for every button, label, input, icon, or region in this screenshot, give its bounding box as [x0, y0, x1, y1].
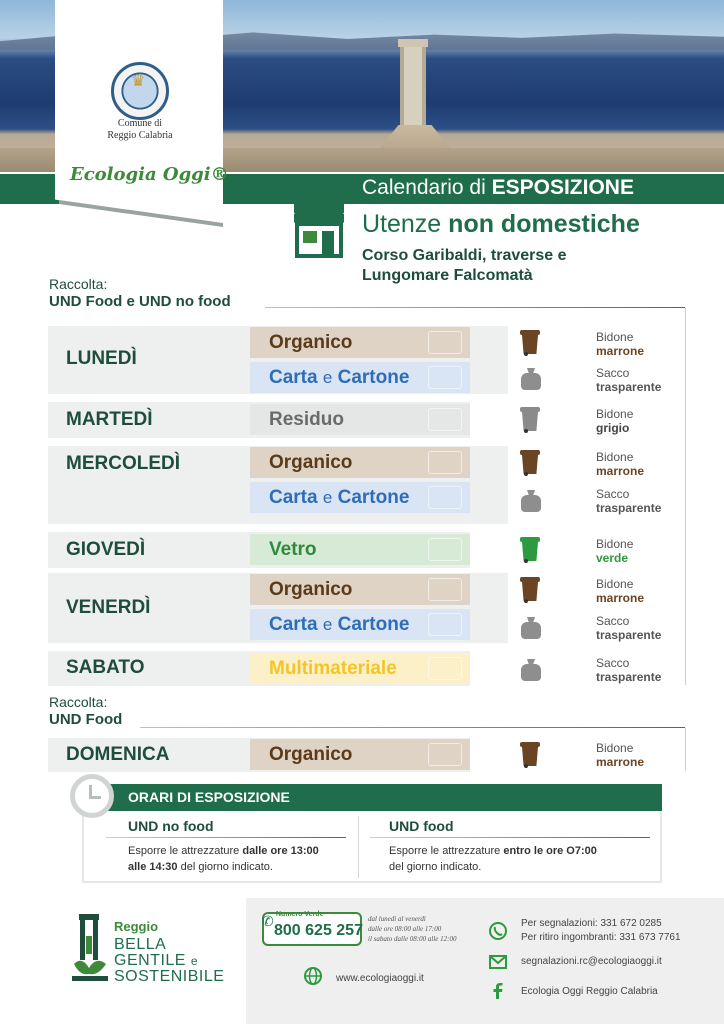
- comune-label: Comune di Reggio Calabria: [107, 118, 173, 141]
- material-organico: Organico: [250, 447, 470, 478]
- reggio-slogan: GENTILE e: [114, 952, 199, 969]
- numero-verde-number[interactable]: 800 625 257: [274, 922, 363, 939]
- material-carta-cartone: Carta e Cartone: [250, 609, 470, 640]
- container-label: Bidone marrone: [596, 741, 645, 769]
- day-label: DOMENICA: [66, 744, 170, 765]
- material-organico: Organico: [250, 327, 470, 358]
- website-link[interactable]: www.ecologiaoggi.it: [336, 973, 424, 984]
- utenze-title: Utenze non domestiche: [362, 210, 640, 238]
- orari-underline: [370, 837, 650, 838]
- sack-icon: [521, 617, 541, 639]
- numero-verde-label: Numero Verde: [276, 911, 324, 918]
- email-icon: [488, 952, 508, 972]
- brown-bin-icon: [521, 577, 539, 603]
- section-divider: [265, 307, 685, 308]
- sack-icon: [521, 659, 541, 681]
- day-label: SABATO: [66, 657, 145, 678]
- container-label: Bidone marrone: [596, 577, 645, 605]
- reggio-monument-icon: [70, 912, 110, 984]
- container-label: Sacco trasparente: [596, 614, 662, 642]
- whatsapp-icon: [488, 921, 508, 941]
- day-label: LUNEDÌ: [66, 348, 137, 369]
- ecologia-oggi-logo: Ecologia Oggi®: [70, 164, 229, 185]
- brown-bin-icon: [521, 742, 539, 768]
- segnalazioni-phone[interactable]: Per segnalazioni: 331 672 0285: [521, 918, 662, 929]
- container-label: Sacco trasparente: [596, 366, 662, 394]
- grey-bin-icon: [521, 407, 539, 433]
- band-title: Calendario di ESPOSIZIONE: [362, 176, 634, 199]
- shop-icon: [290, 198, 348, 260]
- material-organico: Organico: [250, 739, 470, 770]
- container-label: Bidone grigio: [596, 407, 634, 435]
- table-edge: [685, 308, 686, 685]
- container-label: Sacco trasparente: [596, 656, 662, 684]
- sack-icon: [521, 490, 541, 512]
- section-heading: Raccolta: UND Food e UND no food: [49, 276, 231, 310]
- orari-head-no-food: UND no food: [128, 818, 214, 834]
- reggio-label: Reggio: [114, 919, 159, 934]
- reggio-slogan: SOSTENIBILE: [114, 968, 225, 985]
- orari-text-food: Esporre le attrezzature entro le ore O7:00 del giorno indicato.: [389, 845, 597, 873]
- material-organico: Organico: [250, 574, 470, 605]
- orari-head-food: UND food: [389, 818, 454, 834]
- reggio-slogan: BELLA: [114, 936, 167, 953]
- material-carta-cartone: Carta e Cartone: [250, 362, 470, 393]
- orari-underline: [106, 837, 346, 838]
- material-carta-cartone: Carta e Cartone: [250, 482, 470, 513]
- numero-verde-hours: dal lunedì al venerdì dalle ore 08:00 alle 17:00 il sabato dalle 08:00 alle 12:00: [368, 915, 457, 943]
- green-bin-icon: [521, 537, 539, 563]
- material-vetro: Vetro: [250, 534, 470, 565]
- container-label: Bidone marrone: [596, 450, 645, 478]
- day-label: GIOVEDÌ: [66, 539, 146, 560]
- section-divider: [140, 727, 685, 728]
- material-residuo: Residuo: [250, 404, 470, 435]
- clock-icon: [70, 774, 114, 818]
- monument-column: [400, 45, 426, 127]
- day-label: MERCOLEDÌ: [66, 453, 180, 474]
- ingombranti-phone[interactable]: Per ritiro ingombranti: 331 673 7761: [521, 932, 681, 943]
- material-multimateriale: Multimateriale: [250, 653, 470, 684]
- container-label: Bidone marrone: [596, 330, 645, 358]
- day-label: MARTEDÌ: [66, 409, 153, 430]
- day-label: VENERDÌ: [66, 597, 151, 618]
- email-link[interactable]: segnalazioni.rc@ecologiaoggi.it: [521, 956, 662, 967]
- container-label: Bidone verde: [596, 537, 634, 565]
- section-heading: Raccolta: UND Food: [49, 694, 123, 728]
- globe-icon: [303, 966, 323, 986]
- brown-bin-icon: [521, 450, 539, 476]
- municipal-crest-icon: [111, 62, 169, 120]
- orari-title: ORARI DI ESPOSIZIONE: [128, 789, 290, 805]
- location-text: Corso Garibaldi, traverse e Lungomare Falcomatà: [362, 247, 567, 284]
- sack-icon: [521, 368, 541, 390]
- facebook-icon: [488, 981, 508, 1001]
- facebook-link[interactable]: Ecologia Oggi Reggio Calabria: [521, 986, 658, 997]
- phone-icon: ✆: [262, 914, 274, 930]
- table-edge: [685, 728, 686, 771]
- orari-divider: [358, 816, 359, 878]
- container-label: Sacco trasparente: [596, 487, 662, 515]
- orari-text-no-food: Esporre le attrezzature dalle ore 13:00 alle 14:30 del giorno indicato.: [128, 845, 319, 873]
- brown-bin-icon: [521, 330, 539, 356]
